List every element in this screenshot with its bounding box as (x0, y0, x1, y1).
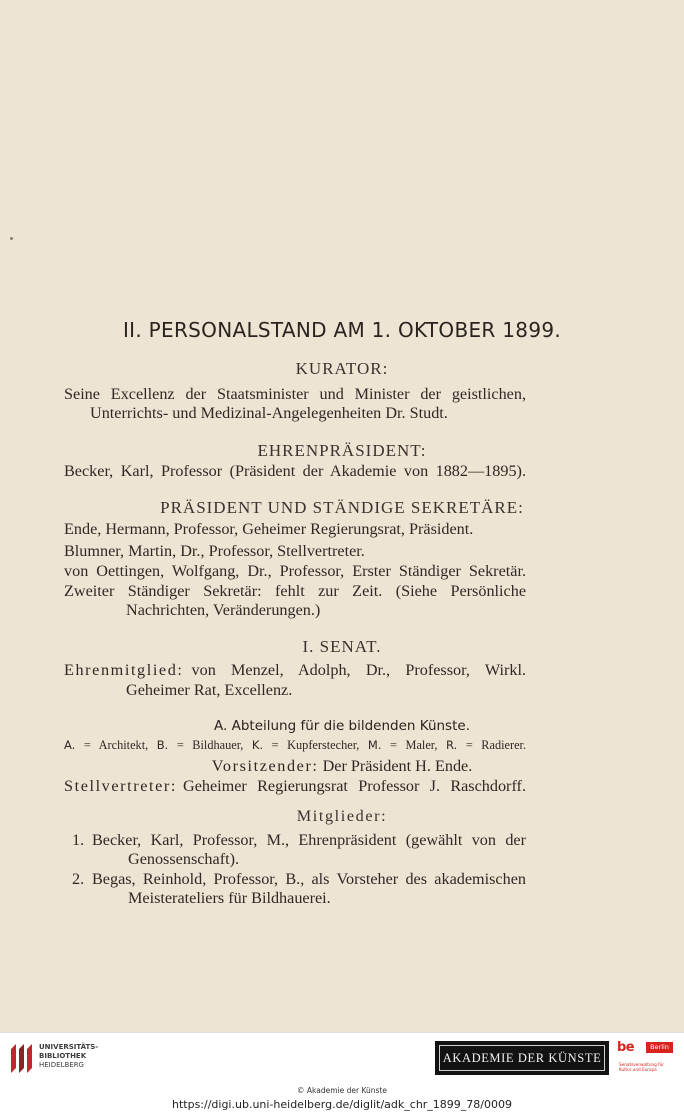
member-2-line-1: Begas, Reinhold, Professor, B., als Vorsteher des akademischen (92, 870, 526, 888)
ehrenmitglied-line-2: Geheimer Rat, Excellenz. (126, 681, 293, 699)
source-url-link[interactable]: https://digi.ub.uni-heidelberg.de/diglit/adk_chr_1899_78/0009 (171, 1098, 513, 1111)
mitglieder-heading: Mitglieder: (296, 807, 388, 825)
member-1-line-1: Becker, Karl, Professor, M., Ehrenpräsident (gewählt von der (92, 831, 526, 849)
berlin-senate-logo[interactable] (617, 1040, 675, 1080)
vorsitzender-line (0, 757, 684, 776)
kurator-line-1: Seine Excellenz der Staatsminister und Minister der geistlichen, (64, 385, 526, 403)
abteilung-heading: A. Abteilung für die bildenden Künste. (214, 718, 470, 734)
copyright-notice: © Akademie der Künste (297, 1086, 387, 1095)
ub-line-3: HEIDELBERG (39, 1061, 84, 1069)
kurator-line-2: Unterrichts- und Medizinal-Angelegenheiten Dr. Studt. (90, 404, 448, 422)
footer-bar (0, 1032, 684, 1083)
akademie-logo-label: AKADEMIE DER KÜNSTE (439, 1045, 605, 1071)
berlin-be-mark: be (617, 1040, 635, 1055)
abbr-maler: M. = Maler, (367, 738, 438, 752)
page-title: II. PERSONALSTAND AM 1. OKTOBER 1899. (122, 318, 562, 342)
ub-line-2: BIBLIOTHEK (39, 1052, 87, 1060)
abbr-bildhauer: B. = Bildhauer, (156, 738, 244, 752)
praesident-line-4: Zweiter Ständiger Sekretär: fehlt zur Zeit. (Siehe Persönliche (64, 582, 526, 600)
university-library-logo-icon[interactable] (8, 1041, 36, 1075)
university-library-name[interactable] (39, 1043, 98, 1070)
abbr-architekt: A. = Architekt, (64, 738, 149, 752)
kurator-heading: KURATOR: (295, 359, 389, 378)
praesident-line-5: Nachrichten, Veränderungen.) (126, 601, 321, 619)
page-speck (10, 237, 13, 240)
ehrenmitglied-text: von Menzel, Adolph, Dr., Professor, Wirkl. (191, 661, 526, 679)
akademie-logo[interactable] (435, 1041, 609, 1075)
abbreviations-line (64, 738, 526, 753)
ehrenmitglied-line (64, 661, 526, 680)
abbr-kupferstecher: K. = Kupferstecher, (251, 738, 360, 752)
berlin-subtitle: Senatsverwaltung für Kultur und Europa (619, 1062, 664, 1072)
member-2-number: 2. (72, 870, 85, 888)
praesident-line-2: Blumner, Martin, Dr., Professor, Stellvertreter. (64, 542, 365, 560)
abbr-radierer: R. = Radierer. (446, 738, 527, 752)
vorsitzender-text: Der Präsident H. Ende. (322, 757, 473, 775)
praesident-line-1: Ende, Hermann, Professor, Geheimer Regierungsrat, Präsident. (64, 520, 474, 538)
ehrenpraesident-line: Becker, Karl, Professor (Präsident der Akademie von 1882—1895). (64, 462, 526, 480)
stellvertreter-label: Stellvertreter: (64, 777, 177, 795)
vorsitzender-label: Vorsitzender: (211, 757, 319, 775)
member-1-number: 1. (72, 831, 85, 849)
ehrenmitglied-label: Ehrenmitglied: (64, 661, 184, 679)
stellvertreter-line (64, 777, 526, 796)
berlin-tag: Berlin (646, 1042, 673, 1053)
stellvertreter-text: Geheimer Regierungsrat Professor J. Raschdorff. (183, 777, 526, 795)
praesident-line-3: von Oettingen, Wolfgang, Dr., Professor, Erster Ständiger Sekretär. (64, 562, 526, 580)
member-2-line-2: Meisterateliers für Bildhauerei. (128, 889, 331, 907)
ehrenpraesident-heading: EHRENPRÄSIDENT: (257, 441, 427, 460)
ub-line-1: UNIVERSITÄTS- (39, 1043, 99, 1051)
senat-heading: I. SENAT. (302, 637, 382, 656)
member-1-line-2: Genossenschaft). (128, 850, 240, 868)
praesident-heading: PRÄSIDENT UND STÄNDIGE SEKRETÄRE: (160, 498, 524, 517)
